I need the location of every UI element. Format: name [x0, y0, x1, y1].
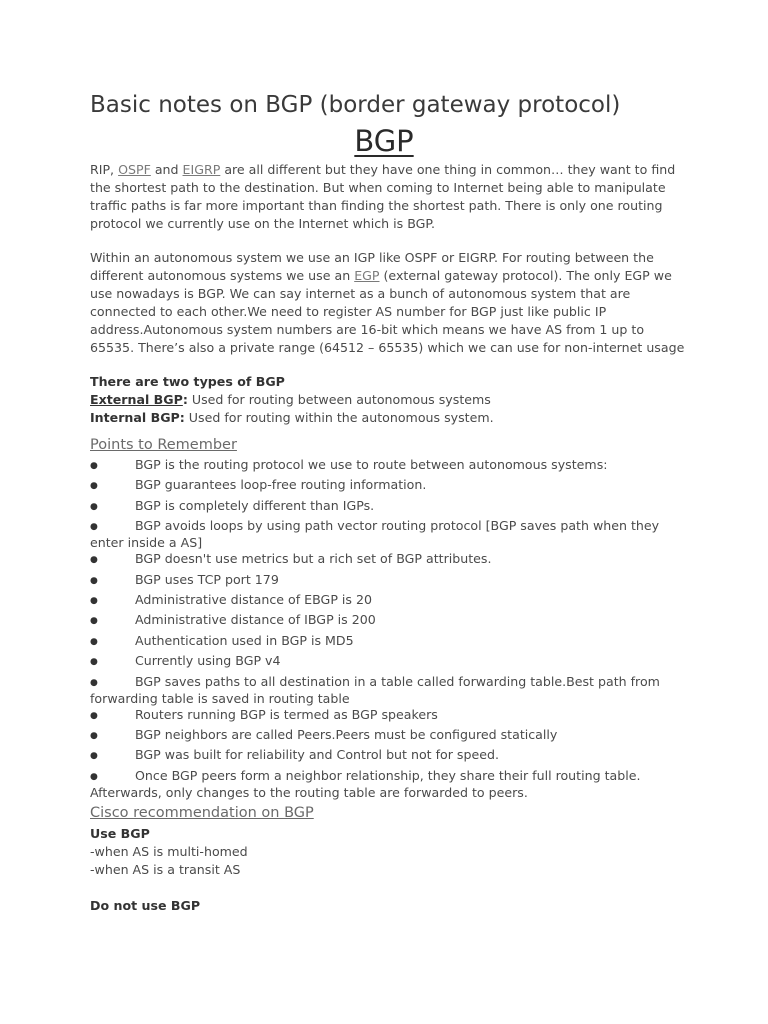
points-heading: Points to Remember	[90, 437, 237, 453]
point-text: BGP doesn't use metrics but a rich set of BGP attributes.	[135, 551, 492, 567]
types-heading: There are two types of BGP	[90, 374, 285, 389]
bullet-icon: ●	[90, 575, 98, 586]
point-item	[90, 653, 690, 673]
bullet-icon: ●	[90, 730, 98, 741]
point-text: BGP avoids loops by using path vector routing protocol [BGP saves path when they enter inside a AS]	[90, 518, 660, 551]
point-text: BGP neighbors are called Peers.Peers must be configured statically	[135, 726, 558, 742]
text-run: (external gateway protocol). The only EGP we use nowadays is BGP. We can say internet as a bunch of autonomous system that are connected to each other.We need to register AS number for BGP just like public IP address.Autonomous system numbers are 16-bit which means we have AS from 1 up to 65535. There’s also a private range (64512 – 65535) which we can use for non-internet usage	[90, 268, 685, 355]
point-text: Currently using BGP v4	[135, 653, 281, 669]
point-item	[90, 592, 690, 612]
point-text: Administrative distance of IBGP is 200	[135, 612, 376, 628]
point-item	[90, 551, 690, 571]
egp-link[interactable]: EGP	[354, 268, 380, 283]
point-text: Once BGP peers form a neighbor relationship, they share their full routing table. Afterwards, only changes to the routing table are forwarded to peers.	[90, 767, 641, 800]
point-text: BGP uses TCP port 179	[135, 571, 279, 587]
point-item	[90, 747, 690, 767]
points-list	[90, 457, 690, 801]
point-text: BGP guarantees loop-free routing information.	[135, 477, 427, 493]
intro-paragraph-2	[90, 249, 690, 357]
point-item	[90, 674, 690, 707]
page-subtitle: BGP	[354, 124, 414, 158]
point-text: BGP is completely different than IGPs.	[135, 497, 375, 513]
point-text: BGP was built for reliability and Control but not for speed.	[135, 747, 499, 763]
colon: :	[182, 392, 188, 407]
bullet-icon: ●	[90, 522, 98, 533]
text-run: and	[150, 162, 183, 177]
eigrp-link[interactable]: EIGRP	[182, 162, 221, 177]
ospf-link[interactable]: OSPF	[118, 162, 151, 177]
point-item	[90, 518, 690, 551]
document-body	[90, 161, 690, 915]
point-item	[90, 572, 690, 592]
point-item	[90, 633, 690, 653]
point-text: BGP saves paths to all destination in a table called forwarding table.Best path from forwarding table is saved in routing table	[90, 673, 660, 706]
bullet-icon: ●	[90, 461, 98, 471]
point-text: Routers running BGP is termed as BGP speakers	[135, 706, 438, 722]
point-item	[90, 457, 690, 477]
point-text: Authentication used in BGP is MD5	[135, 632, 354, 648]
internal-bgp-text: Used for routing within the autonomous system.	[184, 410, 494, 425]
spacer	[90, 879, 690, 897]
text-run: are all different but they have one thing in common… they want to find the shortest path to the destination. But when coming to Internet being able to manipulate traffic paths is far more important than finding the shortest path. There is only one routing protocol we currently use on the Internet which is BGP.	[90, 162, 676, 231]
bullet-icon: ●	[90, 636, 98, 647]
bullet-icon: ●	[90, 657, 98, 668]
bullet-icon: ●	[90, 771, 98, 782]
external-bgp-label[interactable]: External BGP	[90, 392, 183, 407]
use-bgp-label: Use BGP	[90, 825, 150, 841]
internal-bgp-label: Internal BGP:	[90, 410, 185, 425]
point-item	[90, 768, 690, 801]
bullet-icon: ●	[90, 555, 98, 566]
internal-bgp-line	[90, 409, 690, 427]
bullet-icon: ●	[90, 481, 98, 492]
bullet-icon: ●	[90, 501, 98, 512]
text-run: RIP,	[90, 162, 119, 177]
bullet-icon: ●	[90, 595, 98, 606]
bullet-icon: ●	[90, 677, 98, 688]
external-bgp-line	[90, 391, 690, 409]
external-bgp-text: Used for routing between autonomous systems	[187, 392, 491, 407]
point-text: Administrative distance of EBGP is 20	[135, 591, 372, 607]
text-run: Within an autonomous system we use an IGP like OSPF or EIGRP. For routing between the different autonomous systems we use an	[90, 250, 654, 283]
do-not-use-bgp-label: Do not use BGP	[90, 897, 201, 913]
intro-paragraph-1	[90, 161, 690, 233]
bullet-icon: ●	[90, 751, 98, 762]
point-item	[90, 477, 690, 497]
use-item-2: -when AS is a transit AS	[90, 861, 241, 877]
bullet-icon: ●	[90, 616, 98, 627]
point-item	[90, 498, 690, 518]
page-title: Basic notes on BGP (border gateway protocol)	[90, 92, 621, 118]
point-item	[90, 612, 690, 632]
cisco-heading: Cisco recommendation on BGP	[90, 804, 314, 821]
use-item-1: -when AS is multi-homed	[90, 843, 248, 859]
point-item	[90, 707, 690, 727]
bullet-icon: ●	[90, 710, 98, 721]
point-item	[90, 727, 690, 747]
point-text: BGP is the routing protocol we use to route between autonomous systems:	[135, 457, 608, 472]
